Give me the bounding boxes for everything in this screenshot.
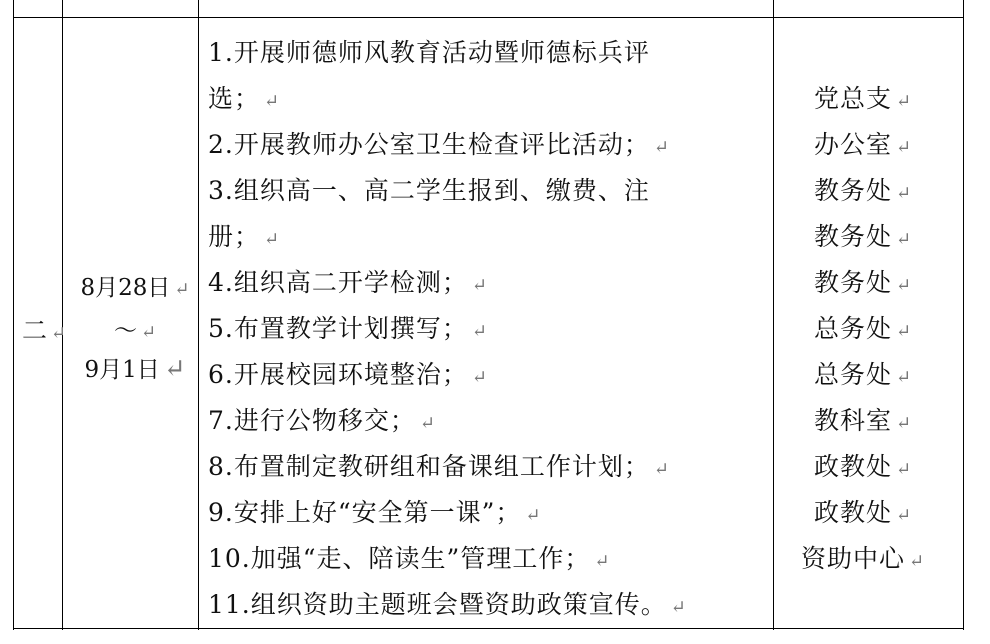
department-cell bbox=[788, 360, 938, 393]
department-text: 办公室 bbox=[813, 130, 892, 159]
department-text: 政教处 bbox=[813, 498, 892, 527]
department-cell bbox=[788, 222, 938, 255]
task-text: 册； bbox=[208, 222, 261, 251]
department-text: 教务处 bbox=[813, 222, 892, 251]
return-mark: ↵ bbox=[264, 229, 281, 250]
task-item bbox=[208, 406, 436, 439]
department-text: 资助中心 bbox=[800, 544, 905, 573]
return-mark: ↵ bbox=[163, 354, 186, 384]
task-text: 10.加强“走、陪读生”管理工作； bbox=[208, 544, 591, 573]
task-item bbox=[208, 590, 687, 623]
department-text: 总务处 bbox=[813, 314, 892, 343]
task-text: 选； bbox=[208, 84, 261, 113]
return-mark: ↵ bbox=[140, 322, 157, 343]
table-border-right bbox=[963, 0, 964, 630]
date-end bbox=[70, 354, 200, 385]
department-text: 教务处 bbox=[813, 176, 892, 205]
return-mark: ↵ bbox=[895, 137, 913, 158]
task-item bbox=[208, 360, 488, 393]
task-item bbox=[208, 314, 488, 347]
table-border-left bbox=[13, 0, 14, 630]
sequence-number bbox=[22, 316, 66, 349]
sequence-number-text: 二 bbox=[22, 316, 48, 345]
return-mark: ↵ bbox=[895, 229, 913, 250]
department-cell bbox=[788, 84, 938, 117]
task-text: 2.开展教师办公室卫生检查评比活动； bbox=[208, 130, 650, 159]
department-cell bbox=[788, 268, 938, 301]
department-text: 党总支 bbox=[813, 84, 892, 113]
department-text: 教科室 bbox=[813, 406, 892, 435]
return-mark: ↵ bbox=[908, 551, 926, 572]
department-text: 政教处 bbox=[813, 452, 892, 481]
task-text: 5.布置教学计划撰写； bbox=[208, 314, 468, 343]
task-item bbox=[208, 38, 650, 68]
date-start-text: 8月28日 bbox=[80, 275, 171, 301]
task-item bbox=[208, 176, 650, 206]
department-text: 总务处 bbox=[813, 360, 892, 389]
department-cell bbox=[788, 314, 938, 347]
department-text: 教务处 bbox=[813, 268, 892, 297]
task-item bbox=[208, 130, 670, 163]
return-mark: ↵ bbox=[895, 91, 913, 112]
return-mark: ↵ bbox=[895, 505, 913, 526]
task-item bbox=[208, 544, 610, 577]
return-mark: ↵ bbox=[895, 459, 913, 480]
task-item bbox=[208, 268, 488, 301]
task-text: 4.组织高二开学检测； bbox=[208, 268, 468, 297]
return-mark: ↵ bbox=[895, 183, 913, 204]
date-separator bbox=[70, 316, 200, 348]
return-mark: ↵ bbox=[653, 137, 670, 158]
task-item bbox=[208, 222, 280, 255]
table-border-col1 bbox=[62, 0, 63, 630]
return-mark: ↵ bbox=[471, 367, 488, 388]
task-item bbox=[208, 84, 280, 117]
task-item bbox=[208, 452, 670, 485]
return-mark: ↵ bbox=[653, 459, 670, 480]
department-cell bbox=[788, 130, 938, 163]
table-border-bottom bbox=[13, 628, 964, 629]
task-text: 11.组织资助主题班会暨资助政策宣传。 bbox=[208, 590, 667, 619]
task-text: 6.开展校园环境整治； bbox=[208, 360, 468, 389]
return-mark: ↵ bbox=[51, 323, 67, 344]
department-cell bbox=[788, 498, 938, 531]
return-mark: ↵ bbox=[895, 413, 913, 434]
table-border-top bbox=[13, 17, 964, 18]
task-text: 1.开展师德师风教育活动暨师德标兵评 bbox=[208, 38, 650, 67]
return-mark: ↵ bbox=[895, 367, 913, 388]
task-text: 8.布置制定教研组和备课组工作计划； bbox=[208, 452, 650, 481]
date-end-text: 9月1日 bbox=[84, 357, 160, 383]
table-border-col2 bbox=[198, 0, 199, 630]
return-mark: ↵ bbox=[895, 275, 913, 296]
task-text: 9.安排上好“安全第一课”； bbox=[208, 498, 522, 527]
return-mark: ↵ bbox=[419, 413, 436, 434]
date-separator-text: ～ bbox=[113, 318, 137, 344]
return-mark: ↵ bbox=[525, 505, 542, 526]
task-item bbox=[208, 498, 542, 531]
return-mark: ↵ bbox=[670, 597, 687, 618]
table-border-col3 bbox=[773, 0, 774, 630]
department-cell bbox=[788, 452, 938, 485]
return-mark: ↵ bbox=[471, 321, 488, 342]
return-mark: ↵ bbox=[174, 279, 190, 300]
return-mark: ↵ bbox=[471, 275, 488, 296]
department-cell bbox=[788, 406, 938, 439]
return-mark: ↵ bbox=[895, 321, 913, 342]
task-text: 3.组织高一、高二学生报到、缴费、注 bbox=[208, 176, 650, 205]
task-text: 7.进行公物移交； bbox=[208, 406, 416, 435]
date-start bbox=[70, 273, 200, 305]
return-mark: ↵ bbox=[264, 91, 281, 112]
department-cell bbox=[788, 544, 938, 577]
department-cell bbox=[788, 176, 938, 209]
return-mark: ↵ bbox=[594, 551, 611, 572]
